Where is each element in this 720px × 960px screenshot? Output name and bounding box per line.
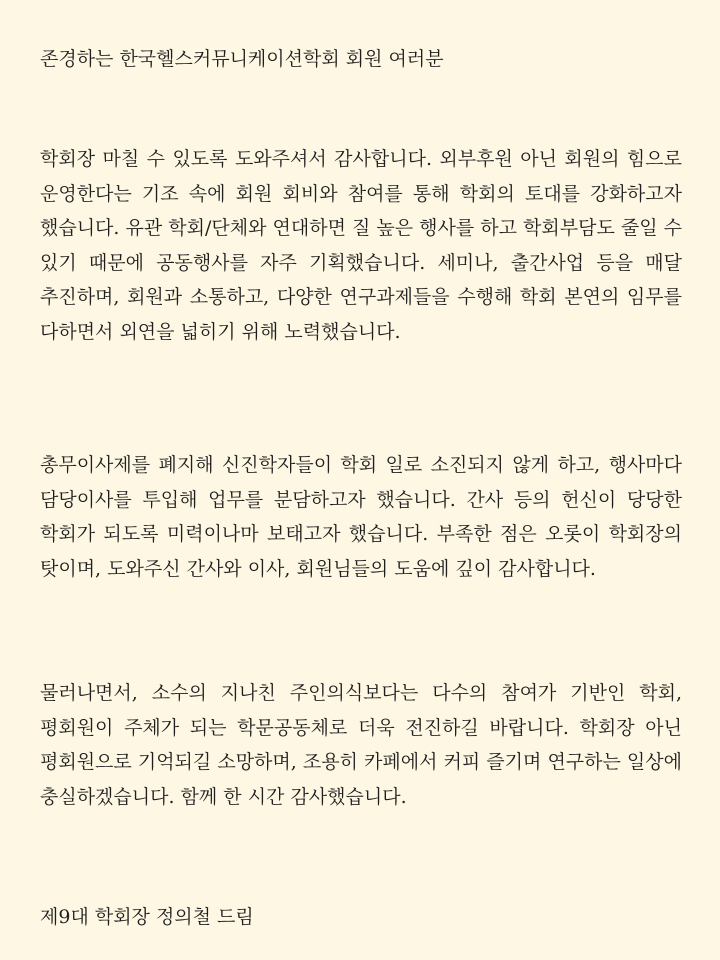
letter-paragraph-farewell: 물러나면서, 소수의 지나친 주인의식보다는 다수의 참여가 기반인 학회, 평회원이 주체가 되는 학문공동체로 더욱 전진하길 바랍니다. 학회장 아닌 평회원으로 기억되길 소망하며, 조용히 카페에서 커피 즐기며 연구하는 일상에 충실하겠습니다. 함께 한 시간 감사했습니다. bbox=[40, 682, 682, 808]
letter-greeting: 존경하는 한국헬스커뮤니케이션학회 회원 여러분 bbox=[40, 48, 444, 70]
letter-signature: 제9대 학회장 정의철 드림 bbox=[40, 906, 254, 928]
letter-paragraph-operations: 총무이사제를 폐지해 신진학자들이 학회 일로 소진되지 않게 하고, 행사마다 담당이사를 투입해 업무를 분담하고자 했습니다. 간사 등의 헌신이 당당한 학회가 되도록 미력이나마 보태고자 했습니다. 부족한 점은 오롯이 학회장의 탓이며, 도와주신 간사와 이사, 회원님들의 도움에 깊이 감사합니다. bbox=[40, 454, 682, 580]
letter-paragraph-thanks: 학회장 마칠 수 있도록 도와주셔서 감사합니다. 외부후원 아닌 회원의 힘으로 운영한다는 기조 속에 회원 회비와 참여를 통해 학회의 토대를 강화하고자 했습니다. 유관 학회/단체와 연대하면 질 높은 행사를 하고 학회부담도 줄일 수 있기 때문에 공동행사를 자주 기획했습니다. 세미나, 출간사업 등을 매달 추진하며, 회원과 소통하고, 다양한 연구과제들을 수행해 학회 본연의 임무를 다하면서 외연을 넓히기 위해 노력했습니다. bbox=[40, 148, 682, 343]
